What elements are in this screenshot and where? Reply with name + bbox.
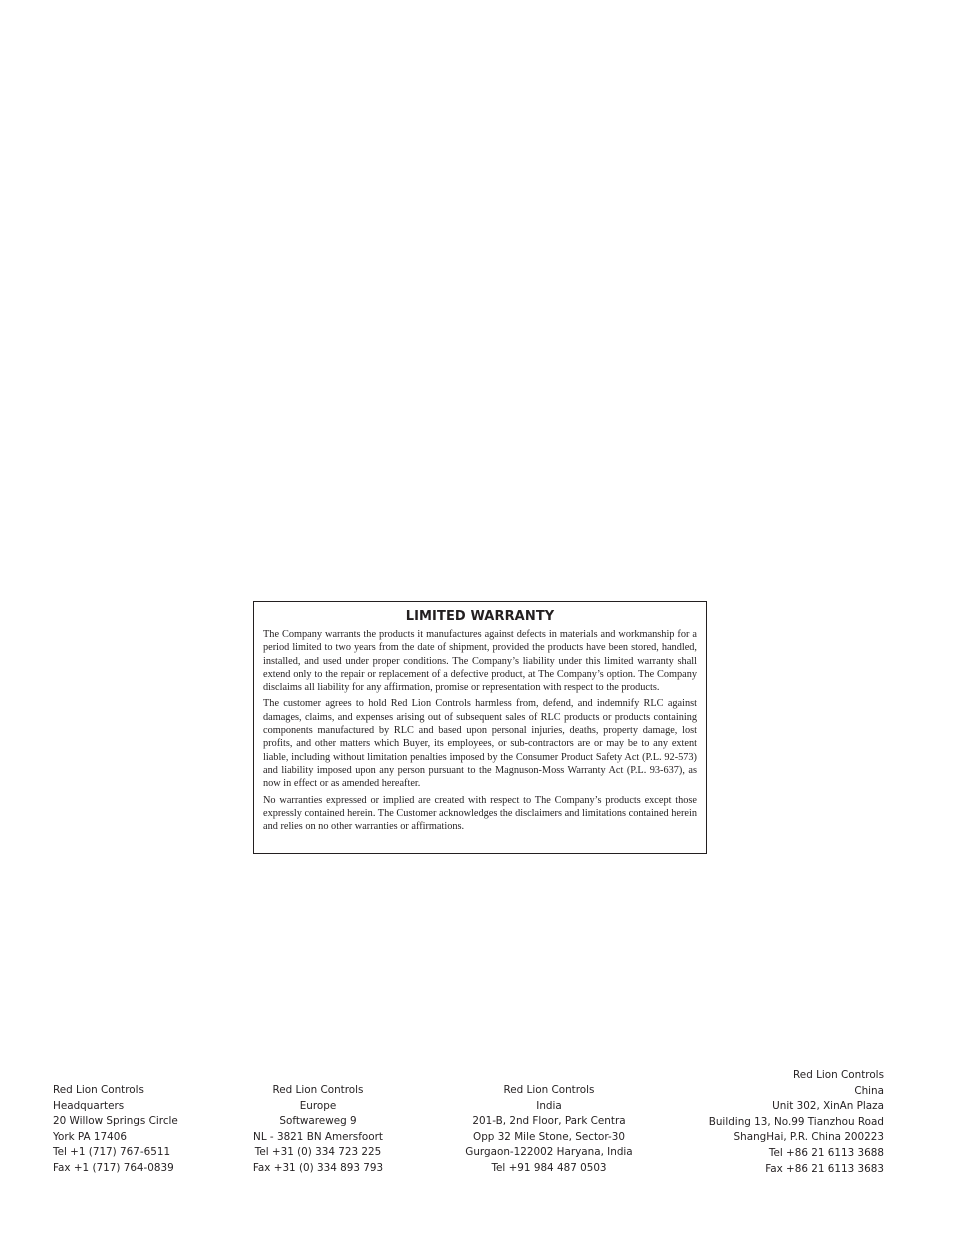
address-line: NL - 3821 BN Amersfoort xyxy=(253,1130,383,1143)
address-line: Red Lion Controls xyxy=(53,1084,144,1096)
address-line: Softwareweg 9 xyxy=(279,1115,357,1128)
address-line: Fax +31 (0) 334 893 793 xyxy=(252,1161,384,1174)
address-headquarters xyxy=(53,1083,178,1177)
address-line: 20 Willow Springs Circle xyxy=(53,1115,178,1128)
address-line: Red Lion Controls xyxy=(793,1069,884,1081)
warranty-paragraph: The customer agrees to hold Red Lion Controls harmless from, defend, and indemnify RLC against damages, claims, and expenses arising out of subsequent sales of RLC products or products containing components manufactured by RLC and based upon personal injuries, deaths, property damage, lost profits, and other matters which Buyer, its employees, or sub-contractors are or may be to any extent liable, including without limitation penalties imposed by the Consumer Product Safety Act (P.L. 92-573) and liability imposed upon any person pursuant to the Magnuson-Moss Warranty Act (P.L. 93-637), as now in effect or as amended hereafter. xyxy=(263,698,697,790)
warranty-title: LIMITED WARRANTY xyxy=(405,609,555,624)
address-line: China xyxy=(854,1084,884,1097)
address-line: York PA 17406 xyxy=(53,1130,127,1143)
address-line: Fax +1 (717) 764-0839 xyxy=(53,1161,174,1174)
address-line: Europe xyxy=(299,1099,337,1112)
warranty-paragraph: The Company warrants the products it manufactures against defects in materials and workmanship for a period limited to two years from the date of shipment, provided the products have been stored, handled, installed, and used under proper conditions. The Company’s liability under this limited warranty shall extend only to the repair or replacement of a defective product, at The Company’s option. The Company disclaims all liability for any affirmation, promise or representation with respect to the products. xyxy=(263,629,697,694)
address-line: ShangHai, P.R. China 200223 xyxy=(733,1131,884,1144)
address-line: Tel +1 (717) 767-6511 xyxy=(53,1146,171,1159)
address-line: Red Lion Controls xyxy=(272,1084,364,1096)
address-line: Headquarters xyxy=(53,1099,125,1112)
address-line: India xyxy=(536,1099,562,1112)
address-europe xyxy=(228,1083,408,1177)
address-line: Fax +86 21 6113 3683 xyxy=(765,1162,884,1175)
address-line: 201-B, 2nd Floor, Park Centra xyxy=(472,1115,626,1128)
warranty-paragraph: No warranties expressed or implied are created with respect to The Company’s products except those expressly contained herein. The Customer acknowledges the disclaimers and limitations contained herein and relies on no other warranties or affirmations. xyxy=(263,794,697,833)
address-china xyxy=(709,1068,884,1177)
address-line: Gurgaon-122002 Haryana, India xyxy=(465,1146,633,1159)
address-line: Tel +31 (0) 334 723 225 xyxy=(254,1146,382,1159)
address-india xyxy=(459,1083,639,1177)
address-line: Tel +91 984 487 0503 xyxy=(491,1161,607,1174)
address-line: Unit 302, XinAn Plaza xyxy=(772,1100,884,1113)
address-line: Building 13, No.99 Tianzhou Road xyxy=(708,1115,884,1128)
address-line: Red Lion Controls xyxy=(503,1084,595,1096)
address-line: Opp 32 Mile Stone, Sector-30 xyxy=(473,1130,625,1143)
address-line: Tel +86 21 6113 3688 xyxy=(768,1146,884,1159)
limited-warranty-box xyxy=(253,601,707,854)
